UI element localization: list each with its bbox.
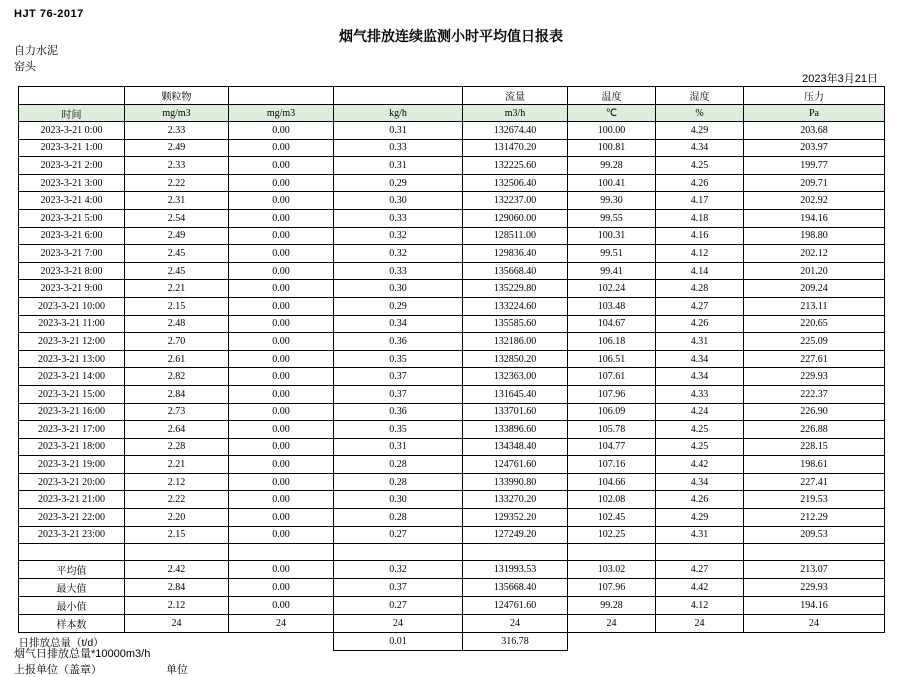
cell-temp: 106.09 (568, 403, 656, 421)
cell-pressure: 203.97 (744, 139, 885, 157)
cell-pm2: 0.00 (229, 368, 334, 386)
unit-cell-6: % (656, 105, 744, 122)
cell-pressure: 202.12 (744, 245, 885, 263)
cell-pm2: 0.00 (229, 350, 334, 368)
group-header-cell-4: 流量 (463, 87, 568, 105)
group-header-cell-0 (19, 87, 125, 105)
cell-temp: 107.16 (568, 456, 656, 474)
unit-cell-2: mg/m3 (229, 105, 334, 122)
cell-temp: 99.30 (568, 192, 656, 210)
cell-humidity: 4.26 (656, 491, 744, 509)
emission-data-table (18, 86, 885, 651)
cell-time: 2023-3-21 4:00 (19, 192, 125, 210)
cell-kgh: 0.33 (334, 139, 463, 157)
cell-time: 2023-3-21 8:00 (19, 262, 125, 280)
cell-temp: 99.51 (568, 245, 656, 263)
cell-time: 2023-3-21 3:00 (19, 174, 125, 192)
unit-cell-1: mg/m3 (125, 105, 229, 122)
cell-time: 2023-3-21 23:00 (19, 526, 125, 544)
summary-pm2: 0.00 (229, 579, 334, 597)
summary-temp: 99.28 (568, 597, 656, 615)
cell-humidity: 4.26 (656, 315, 744, 333)
summary-pressure: 213.07 (744, 561, 885, 579)
cell-kgh: 0.31 (334, 438, 463, 456)
summary-humidity: 4.27 (656, 561, 744, 579)
cell-humidity: 4.29 (656, 122, 744, 140)
summary-temp: 24 (568, 615, 656, 633)
cell-pm: 2.22 (125, 174, 229, 192)
cell-temp: 102.08 (568, 491, 656, 509)
summary-kgh: 0.32 (334, 561, 463, 579)
cell-flow: 132850.20 (463, 350, 568, 368)
cell-pm2: 0.00 (229, 385, 334, 403)
cell-flow: 127249.20 (463, 526, 568, 544)
cell-pm2: 0.00 (229, 262, 334, 280)
cell-pm: 2.82 (125, 368, 229, 386)
cell-pm: 2.70 (125, 333, 229, 351)
cell-temp: 99.55 (568, 209, 656, 227)
cell-pressure: 194.16 (744, 209, 885, 227)
cell-time: 2023-3-21 16:00 (19, 403, 125, 421)
table-row (19, 509, 885, 527)
cell-temp: 104.66 (568, 473, 656, 491)
cell-flow: 133701.60 (463, 403, 568, 421)
cell-pm: 2.15 (125, 526, 229, 544)
cell-pm: 2.61 (125, 350, 229, 368)
cell-pressure: 227.61 (744, 350, 885, 368)
cell-time: 2023-3-21 1:00 (19, 139, 125, 157)
table-row (19, 333, 885, 351)
cell-flow: 131470.20 (463, 139, 568, 157)
table-row (19, 403, 885, 421)
summary-temp: 107.96 (568, 579, 656, 597)
cell-time: 2023-3-21 13:00 (19, 350, 125, 368)
cell-pressure: 219.53 (744, 491, 885, 509)
cell-time: 2023-3-21 15:00 (19, 385, 125, 403)
group-header-cell-7: 压力 (744, 87, 885, 105)
cell-temp: 102.24 (568, 280, 656, 298)
summary-pm: 24 (125, 615, 229, 633)
cell-pm2: 0.00 (229, 139, 334, 157)
summary-pm: 2.84 (125, 579, 229, 597)
table-row (19, 350, 885, 368)
cell-temp: 100.81 (568, 139, 656, 157)
cell-humidity: 4.18 (656, 209, 744, 227)
cell-pressure: 202.92 (744, 192, 885, 210)
cell-kgh: 0.28 (334, 509, 463, 527)
cell-flow: 129836.40 (463, 245, 568, 263)
cell-humidity: 4.25 (656, 438, 744, 456)
summary-kgh: 24 (334, 615, 463, 633)
cell-flow: 131645.40 (463, 385, 568, 403)
summary-pressure: 24 (744, 615, 885, 633)
cell-temp: 106.51 (568, 350, 656, 368)
cell-kgh: 0.28 (334, 473, 463, 491)
cell-humidity: 4.16 (656, 227, 744, 245)
daily-total-blank-5 (744, 633, 885, 651)
cell-pm2: 0.00 (229, 297, 334, 315)
table-row (19, 227, 885, 245)
cell-pressure: 213.11 (744, 297, 885, 315)
unit-cell-5: ℃ (568, 105, 656, 122)
summary-temp: 103.02 (568, 561, 656, 579)
cell-humidity: 4.25 (656, 421, 744, 439)
table-row (19, 421, 885, 439)
summary-humidity: 4.42 (656, 579, 744, 597)
table-row (19, 262, 885, 280)
summary-pm: 2.42 (125, 561, 229, 579)
table-row (19, 174, 885, 192)
cell-pm2: 0.00 (229, 227, 334, 245)
cell-time: 2023-3-21 5:00 (19, 209, 125, 227)
cell-pressure: 220.65 (744, 315, 885, 333)
unit-cell-7: Pa (744, 105, 885, 122)
cell-pm2: 0.00 (229, 315, 334, 333)
cell-humidity: 4.25 (656, 157, 744, 175)
table-unit-row (19, 105, 885, 122)
table-row (19, 209, 885, 227)
cell-kgh: 0.36 (334, 333, 463, 351)
cell-pm: 2.49 (125, 139, 229, 157)
table-row (19, 280, 885, 298)
cell-kgh: 0.28 (334, 456, 463, 474)
spacer-cell (568, 544, 656, 561)
summary-row-min (19, 597, 885, 615)
cell-flow: 129352.20 (463, 509, 568, 527)
summary-label: 最大值 (19, 579, 125, 597)
cell-pm2: 0.00 (229, 491, 334, 509)
cell-kgh: 0.29 (334, 174, 463, 192)
cell-kgh: 0.36 (334, 403, 463, 421)
table-row (19, 139, 885, 157)
summary-flow: 124761.60 (463, 597, 568, 615)
cell-pressure: 228.15 (744, 438, 885, 456)
group-header-cell-3 (334, 87, 463, 105)
report-date: 2023年3月21日 (802, 73, 878, 85)
summary-humidity: 24 (656, 615, 744, 633)
cell-humidity: 4.24 (656, 403, 744, 421)
cell-pm2: 0.00 (229, 438, 334, 456)
group-header-cell-6: 湿度 (656, 87, 744, 105)
cell-pm2: 0.00 (229, 473, 334, 491)
cell-pm: 2.21 (125, 280, 229, 298)
cell-time: 2023-3-21 18:00 (19, 438, 125, 456)
cell-time: 2023-3-21 10:00 (19, 297, 125, 315)
cell-pm: 2.54 (125, 209, 229, 227)
cell-pressure: 212.29 (744, 509, 885, 527)
cell-pressure: 226.90 (744, 403, 885, 421)
cell-temp: 102.45 (568, 509, 656, 527)
cell-flow: 133270.20 (463, 491, 568, 509)
cell-pm2: 0.00 (229, 280, 334, 298)
cell-kgh: 0.31 (334, 122, 463, 140)
cell-temp: 104.67 (568, 315, 656, 333)
cell-pressure: 203.68 (744, 122, 885, 140)
cell-kgh: 0.29 (334, 297, 463, 315)
spacer-cell (125, 544, 229, 561)
cell-time: 2023-3-21 22:00 (19, 509, 125, 527)
cell-pm: 2.84 (125, 385, 229, 403)
cell-humidity: 4.17 (656, 192, 744, 210)
cell-temp: 102.25 (568, 526, 656, 544)
table-row (19, 192, 885, 210)
cell-pm2: 0.00 (229, 209, 334, 227)
cell-pm2: 0.00 (229, 157, 334, 175)
summary-flow: 135668.40 (463, 579, 568, 597)
spacer-cell (463, 544, 568, 561)
cell-pm: 2.45 (125, 262, 229, 280)
cell-temp: 107.61 (568, 368, 656, 386)
cell-time: 2023-3-21 12:00 (19, 333, 125, 351)
cell-humidity: 4.42 (656, 456, 744, 474)
cell-kgh: 0.30 (334, 491, 463, 509)
cell-flow: 124761.60 (463, 456, 568, 474)
table-row (19, 297, 885, 315)
cell-pm: 2.28 (125, 438, 229, 456)
cell-pm: 2.20 (125, 509, 229, 527)
cell-kgh: 0.32 (334, 227, 463, 245)
unit-cell-0: 时间 (19, 105, 125, 122)
summary-pressure: 194.16 (744, 597, 885, 615)
table-row (19, 491, 885, 509)
summary-row-average (19, 561, 885, 579)
cell-temp: 107.96 (568, 385, 656, 403)
cell-humidity: 4.27 (656, 297, 744, 315)
cell-pm: 2.33 (125, 157, 229, 175)
cell-humidity: 4.34 (656, 139, 744, 157)
cell-time: 2023-3-21 20:00 (19, 473, 125, 491)
cell-humidity: 4.12 (656, 245, 744, 263)
summary-kgh: 0.27 (334, 597, 463, 615)
spacer-cell (656, 544, 744, 561)
cell-temp: 104.77 (568, 438, 656, 456)
summary-pm2: 0.00 (229, 561, 334, 579)
spacer-cell (19, 544, 125, 561)
table-row (19, 456, 885, 474)
cell-kgh: 0.35 (334, 350, 463, 368)
cell-temp: 103.48 (568, 297, 656, 315)
spacer-cell (334, 544, 463, 561)
cell-kgh: 0.34 (334, 315, 463, 333)
cell-pm2: 0.00 (229, 509, 334, 527)
cell-humidity: 4.31 (656, 526, 744, 544)
daily-total-label: 日排放总量（t/d） (18, 636, 104, 649)
cell-humidity: 4.34 (656, 350, 744, 368)
cell-flow: 132674.40 (463, 122, 568, 140)
cell-pm2: 0.00 (229, 245, 334, 263)
daily-total-blank-3 (568, 633, 656, 651)
cell-pm: 2.21 (125, 456, 229, 474)
cell-kgh: 0.30 (334, 280, 463, 298)
cell-pm: 2.48 (125, 315, 229, 333)
summary-row-count (19, 615, 885, 633)
group-header-cell-1: 颗粒物 (125, 87, 229, 105)
cell-humidity: 4.29 (656, 509, 744, 527)
cell-time: 2023-3-21 6:00 (19, 227, 125, 245)
cell-pressure: 198.61 (744, 456, 885, 474)
cell-pm: 2.45 (125, 245, 229, 263)
daily-total-blank-2 (229, 633, 334, 651)
cell-temp: 106.18 (568, 333, 656, 351)
cell-kgh: 0.37 (334, 368, 463, 386)
summary-label: 样本数 (19, 615, 125, 633)
table-row (19, 122, 885, 140)
cell-kgh: 0.30 (334, 192, 463, 210)
site-name: 窑头 (14, 61, 36, 73)
cell-flow: 132237.00 (463, 192, 568, 210)
cell-pm2: 0.00 (229, 526, 334, 544)
cell-pressure: 227.41 (744, 473, 885, 491)
table-row (19, 385, 885, 403)
cell-time: 2023-3-21 11:00 (19, 315, 125, 333)
cell-flow: 134348.40 (463, 438, 568, 456)
summary-humidity: 4.12 (656, 597, 744, 615)
daily-total-kgh: 0.01 (334, 633, 463, 651)
cell-kgh: 0.37 (334, 385, 463, 403)
cell-pm: 2.73 (125, 403, 229, 421)
cell-kgh: 0.31 (334, 157, 463, 175)
cell-temp: 100.41 (568, 174, 656, 192)
cell-time: 2023-3-21 7:00 (19, 245, 125, 263)
table-row (19, 315, 885, 333)
cell-temp: 105.78 (568, 421, 656, 439)
cell-pm2: 0.00 (229, 456, 334, 474)
cell-time: 2023-3-21 0:00 (19, 122, 125, 140)
cell-temp: 99.28 (568, 157, 656, 175)
standard-code: HJT 76-2017 (14, 8, 84, 20)
group-header-cell-2 (229, 87, 334, 105)
cell-pm2: 0.00 (229, 192, 334, 210)
cell-pressure: 198.80 (744, 227, 885, 245)
cell-pressure: 229.93 (744, 368, 885, 386)
cell-flow: 133896.60 (463, 421, 568, 439)
cell-humidity: 4.28 (656, 280, 744, 298)
cell-kgh: 0.32 (334, 245, 463, 263)
cell-humidity: 4.26 (656, 174, 744, 192)
summary-label: 最小值 (19, 597, 125, 615)
cell-flow: 133990.80 (463, 473, 568, 491)
cell-pm2: 0.00 (229, 333, 334, 351)
footer-unit-label: 单位 (166, 664, 188, 676)
summary-pressure: 229.93 (744, 579, 885, 597)
summary-kgh: 0.37 (334, 579, 463, 597)
cell-flow: 135229.80 (463, 280, 568, 298)
summary-flow: 24 (463, 615, 568, 633)
spacer-cell (744, 544, 885, 561)
unit-cell-3: kg/h (334, 105, 463, 122)
footer-note: 烟气日排放总量*10000m3/h (14, 648, 151, 660)
cell-humidity: 4.34 (656, 473, 744, 491)
table-row (19, 526, 885, 544)
cell-time: 2023-3-21 2:00 (19, 157, 125, 175)
footer-reporter-label: 上报单位（盖章） (14, 664, 102, 676)
cell-pressure: 226.88 (744, 421, 885, 439)
cell-kgh: 0.33 (334, 209, 463, 227)
cell-time: 2023-3-21 14:00 (19, 368, 125, 386)
cell-pressure: 199.77 (744, 157, 885, 175)
summary-pm: 2.12 (125, 597, 229, 615)
table-row (19, 245, 885, 263)
table-spacer-row (19, 544, 885, 561)
unit-cell-4: m3/h (463, 105, 568, 122)
cell-pressure: 209.53 (744, 526, 885, 544)
cell-pm: 2.12 (125, 473, 229, 491)
cell-humidity: 4.31 (656, 333, 744, 351)
cell-humidity: 4.33 (656, 385, 744, 403)
cell-time: 2023-3-21 17:00 (19, 421, 125, 439)
cell-pm: 2.64 (125, 421, 229, 439)
cell-flow: 132225.60 (463, 157, 568, 175)
table-row (19, 438, 885, 456)
cell-flow: 132186.00 (463, 333, 568, 351)
summary-row-max (19, 579, 885, 597)
cell-kgh: 0.27 (334, 526, 463, 544)
cell-pm2: 0.00 (229, 421, 334, 439)
group-header-cell-5: 温度 (568, 87, 656, 105)
cell-kgh: 0.35 (334, 421, 463, 439)
spacer-cell (229, 544, 334, 561)
summary-flow: 131993.53 (463, 561, 568, 579)
page-title: 烟气排放连续监测小时平均值日报表 (339, 28, 563, 44)
cell-flow: 135585.60 (463, 315, 568, 333)
cell-flow: 128511.00 (463, 227, 568, 245)
cell-temp: 99.41 (568, 262, 656, 280)
cell-pressure: 201.20 (744, 262, 885, 280)
cell-pressure: 209.71 (744, 174, 885, 192)
cell-pm: 2.15 (125, 297, 229, 315)
cell-humidity: 4.14 (656, 262, 744, 280)
cell-pm2: 0.00 (229, 403, 334, 421)
cell-pm2: 0.00 (229, 122, 334, 140)
cell-temp: 100.31 (568, 227, 656, 245)
cell-flow: 129060.00 (463, 209, 568, 227)
cell-pm2: 0.00 (229, 174, 334, 192)
cell-temp: 100.00 (568, 122, 656, 140)
cell-time: 2023-3-21 9:00 (19, 280, 125, 298)
cell-pressure: 222.37 (744, 385, 885, 403)
daily-total-blank-4 (656, 633, 744, 651)
table-row (19, 157, 885, 175)
cell-kgh: 0.33 (334, 262, 463, 280)
daily-total-flow: 316.78 (463, 633, 568, 651)
organization-name: 自力水泥 (14, 45, 58, 57)
summary-pm2: 24 (229, 615, 334, 633)
table-row (19, 473, 885, 491)
cell-pm: 2.49 (125, 227, 229, 245)
cell-flow: 132363.00 (463, 368, 568, 386)
summary-label: 平均值 (19, 561, 125, 579)
cell-pm: 2.31 (125, 192, 229, 210)
cell-time: 2023-3-21 19:00 (19, 456, 125, 474)
summary-pm2: 0.00 (229, 597, 334, 615)
cell-flow: 133224.60 (463, 297, 568, 315)
cell-pm: 2.22 (125, 491, 229, 509)
cell-flow: 135668.40 (463, 262, 568, 280)
cell-pressure: 225.09 (744, 333, 885, 351)
cell-pressure: 209.24 (744, 280, 885, 298)
cell-time: 2023-3-21 21:00 (19, 491, 125, 509)
table-row (19, 368, 885, 386)
table-group-header-row (19, 87, 885, 105)
cell-pm: 2.33 (125, 122, 229, 140)
cell-humidity: 4.34 (656, 368, 744, 386)
cell-flow: 132506.40 (463, 174, 568, 192)
